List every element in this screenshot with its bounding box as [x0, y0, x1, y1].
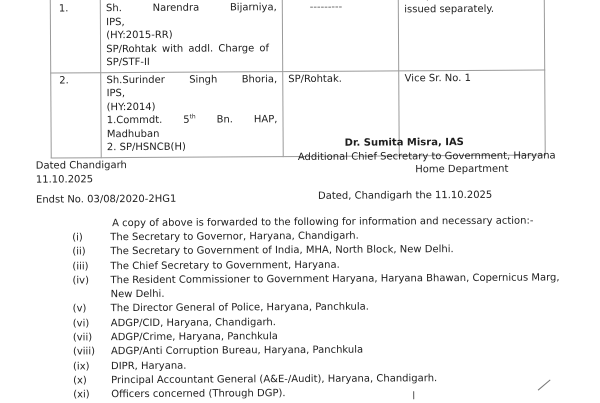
endorsement-number: Endst No. 03/08/2020-2HG1 [35, 193, 177, 206]
copy-to-text: ADGP/CID, Haryana, Chandigarh. [110, 316, 276, 329]
signatory-designation: Additional Chief Secretary to Government, Haryana [297, 150, 556, 164]
post-suffix: Bn. HAP, Madhuban [106, 114, 278, 140]
copy-to-number: (x) [73, 375, 87, 387]
copy-to-number: (v) [72, 303, 87, 315]
officer-addl-charge: SP/STF-II [106, 56, 150, 69]
remarks [399, 0, 545, 70]
copy-to-text: The Secretary to Governor, Haryana, Chandigarh. [110, 230, 359, 244]
copy-to-item [72, 271, 572, 303]
officer-current-post: SP/Rohtak with addl. Charge of [106, 42, 270, 55]
copy-to-number: (viii) [72, 346, 96, 358]
copy-to-text: The Secretary to Government of India, MHA, North Block, New Delhi. [110, 244, 454, 258]
post-prefix: 1.Commdt. 5 [106, 114, 190, 127]
endorsement-date: Dated, Chandigarh the 11.10.2025 [317, 189, 493, 202]
copy-to-list [72, 228, 573, 403]
copy-to-text: Principal Accountant General (A&E-/Audit), Haryana, Chandigarh. [111, 373, 438, 387]
copy-to-text: The Director General of Police, Haryana, Panchkula. [110, 302, 370, 315]
serial-number: 2. [51, 72, 102, 157]
copy-to-number: (vi) [72, 318, 90, 330]
officer-details [101, 71, 283, 157]
table-row [51, 70, 546, 158]
serial-number: 1. [50, 0, 101, 73]
posted-to [282, 0, 399, 71]
remark-line: issued separately. [404, 3, 495, 15]
copy-to-number: (ii) [72, 246, 86, 258]
officer-batch: (HY:2015-RR) [106, 29, 173, 42]
dated-place: Dated Chandigarh [35, 160, 127, 172]
copy-to-text: Officers concerned (Through DGP). [111, 388, 286, 401]
officer-details [100, 0, 282, 72]
copy-to-number: (i) [72, 232, 83, 244]
officer-current-post [107, 113, 278, 141]
table-row [50, 0, 544, 73]
copy-to-number: (iii) [72, 260, 89, 272]
copy-to-text: ADGP/Anti Corruption Bureau, Haryana, Panchkula [110, 344, 364, 358]
copy-to-item [73, 386, 573, 403]
signatory-department: Home Department [415, 163, 509, 176]
dated-block [36, 159, 127, 188]
dated-date: 11.10.2025 [35, 174, 94, 186]
signatory-name: Dr. Sumita Misra, IAS [344, 136, 464, 149]
officer-name: Sh. Narendra Bijarniya, IPS, [105, 2, 277, 28]
pen-mark [413, 391, 414, 399]
copy-to-text: DIPR, Haryana. [110, 360, 187, 372]
posting-table [50, 0, 546, 158]
endorsement-intro: A copy of above is forwarded to the following for information and necessary action:- [112, 215, 534, 230]
officer-batch: (HY:2014) [106, 101, 156, 113]
copy-to-number: (xi) [73, 389, 90, 401]
copy-to-text: The Resident Commissioner to Government Haryana, Haryana Bhawan, Copernicus Marg, New Delhi. [110, 272, 560, 301]
post-superscript: th [189, 113, 196, 121]
remark-line: Vice Sr. No. 1 [404, 72, 471, 84]
posted-to-dash: --------- [309, 1, 343, 13]
copy-to-number: (iv) [72, 275, 90, 287]
officer-name: Sh.Surinder Singh Bhoria, IPS, [106, 73, 278, 100]
copy-to-number: (ix) [72, 360, 90, 373]
officer-current-post-2: 2. SP/HSNCB(H) [106, 141, 186, 154]
posted-to: SP/Rohtak. [283, 70, 400, 156]
copy-to-text: The Chief Secretary to Government, Haryana. [110, 259, 340, 272]
copy-to-number: (vii) [72, 332, 93, 344]
copy-to-text: ADGP/Crime, Haryana, Panchkula [110, 331, 278, 344]
